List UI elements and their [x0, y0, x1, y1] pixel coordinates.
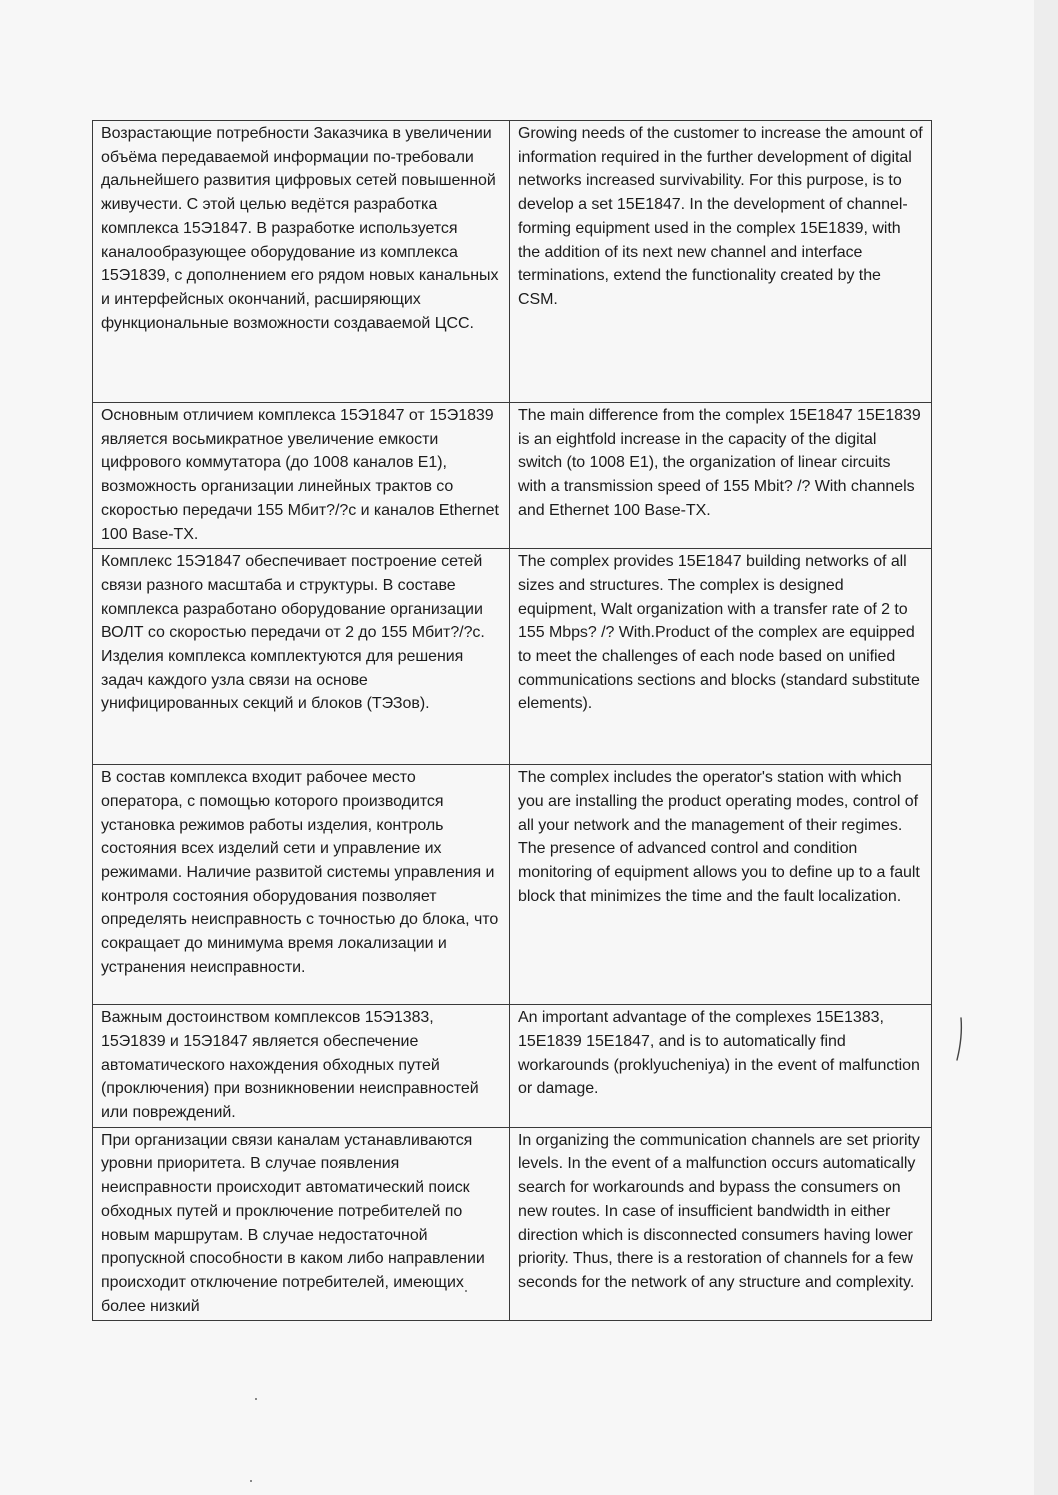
translation-table [92, 120, 932, 1321]
russian-cell: Основным отличием комплекса 15Э1847 от 15Э1839 является восьмикратное увеличение емкости цифрового коммутатора (до 1008 каналов Е1), возможность организации линейных трактов со скоростью передачи 155 Мбит?/?с и каналов Ethernet 100 Base-TX. [93, 403, 510, 549]
russian-cell: Важным достоинством комплексов 15Э1383, 15Э1839 и 15Э1847 является обеспечение автоматического нахождения обходных путей (проключения) при возникновении неисправностей или повреждений. [93, 1005, 510, 1128]
scan-edge [1034, 0, 1058, 1495]
table-row [93, 1005, 932, 1128]
scan-speck [465, 1290, 467, 1292]
pen-stroke-mark [952, 1016, 966, 1062]
table-row [93, 1127, 932, 1321]
table-row [93, 403, 932, 549]
table-row [93, 549, 932, 765]
table-row [93, 121, 932, 403]
english-cell: Growing needs of the customer to increase the amount of information required in the further development of digital networks increased survivability. For this purpose, is to develop a set 15E1847. In the development of channel-forming equipment used in the complex 15E1839, with the addition of its next new channel and interface terminations, extend the functionality created by the CSM. [510, 121, 932, 403]
english-cell: The complex provides 15E1847 building networks of all sizes and structures. The complex is designed equipment, Walt organization with a transfer rate of 2 to 155 Mbps? /? With.Product of the complex are equipped to meet the challenges of each node based on unified communications sections and blocks (standard substitute elements). [510, 549, 932, 765]
russian-cell: При организации связи каналам устанавливаются уровни приоритета. В случае появления неисправности происходит автоматический поиск обходных путей и проключение потребителей по новым маршрутам. В случае недостаточной пропускной способности в каком либо направлении происходит отключение потребителей, имеющих более низкий [93, 1127, 510, 1321]
scan-speck [255, 1398, 257, 1400]
scan-speck [250, 1480, 252, 1482]
russian-cell: Комплекс 15Э1847 обеспечивает построение сетей связи разного масштаба и структуры. В составе комплекса разработано оборудование организации ВОЛТ со скоростью передачи от 2 до 155 Мбит?/?с. Изделия комплекса комплектуются для решения задач каждого узла связи на основе унифицированных секций и блоков (ТЭЗов). [93, 549, 510, 765]
english-cell: In organizing the communication channels are set priority levels. In the event of a malfunction occurs automatically search for workarounds and bypass the consumers on new routes. In case of insufficient bandwidth in either direction which is disconnected consumers having lower priority. Thus, there is a restoration of channels for a few seconds for the network of any structure and complexity. [510, 1127, 932, 1321]
russian-cell: Возрастающие потребности Заказчика в увеличении объёма передаваемой информации по-требовали дальнейшего развития цифровых сетей повышенной живучести. С этой целью ведётся разработка комплекса 15Э1847. В разработке используется каналообразующее оборудование из комплекса 15Э1839, с дополнением его рядом новых канальных и интерфейсных окончаний, расширяющих функциональные возможности создаваемой ЦСС. [93, 121, 510, 403]
table-row [93, 765, 932, 1005]
english-cell: An important advantage of the complexes 15E1383, 15E1839 15E1847, and is to automatically find workarounds (proklyucheniya) in the event of malfunction or damage. [510, 1005, 932, 1128]
russian-cell: В состав комплекса входит рабочее место оператора, с помощью которого производится установка режимов работы изделия, контроль состояния всех изделий сети и управление их режимами. Наличие развитой системы управления и контроля состояния оборудования позволяет определять неисправность с точностью до блока, что сокращает до минимума время локализации и устранения неисправности. [93, 765, 510, 1005]
english-cell: The complex includes the operator's station with which you are installing the product operating modes, control of all your network and the management of their regimes. The presence of advanced control and condition monitoring of equipment allows you to define up to a fault block that minimizes the time and the fault localization. [510, 765, 932, 1005]
english-cell: The main difference from the complex 15E1847 15E1839 is an eightfold increase in the capacity of the digital switch (to 1008 E1), the organization of linear circuits with a transmission speed of 155 Mbit? /? With channels and Ethernet 100 Base-TX. [510, 403, 932, 549]
